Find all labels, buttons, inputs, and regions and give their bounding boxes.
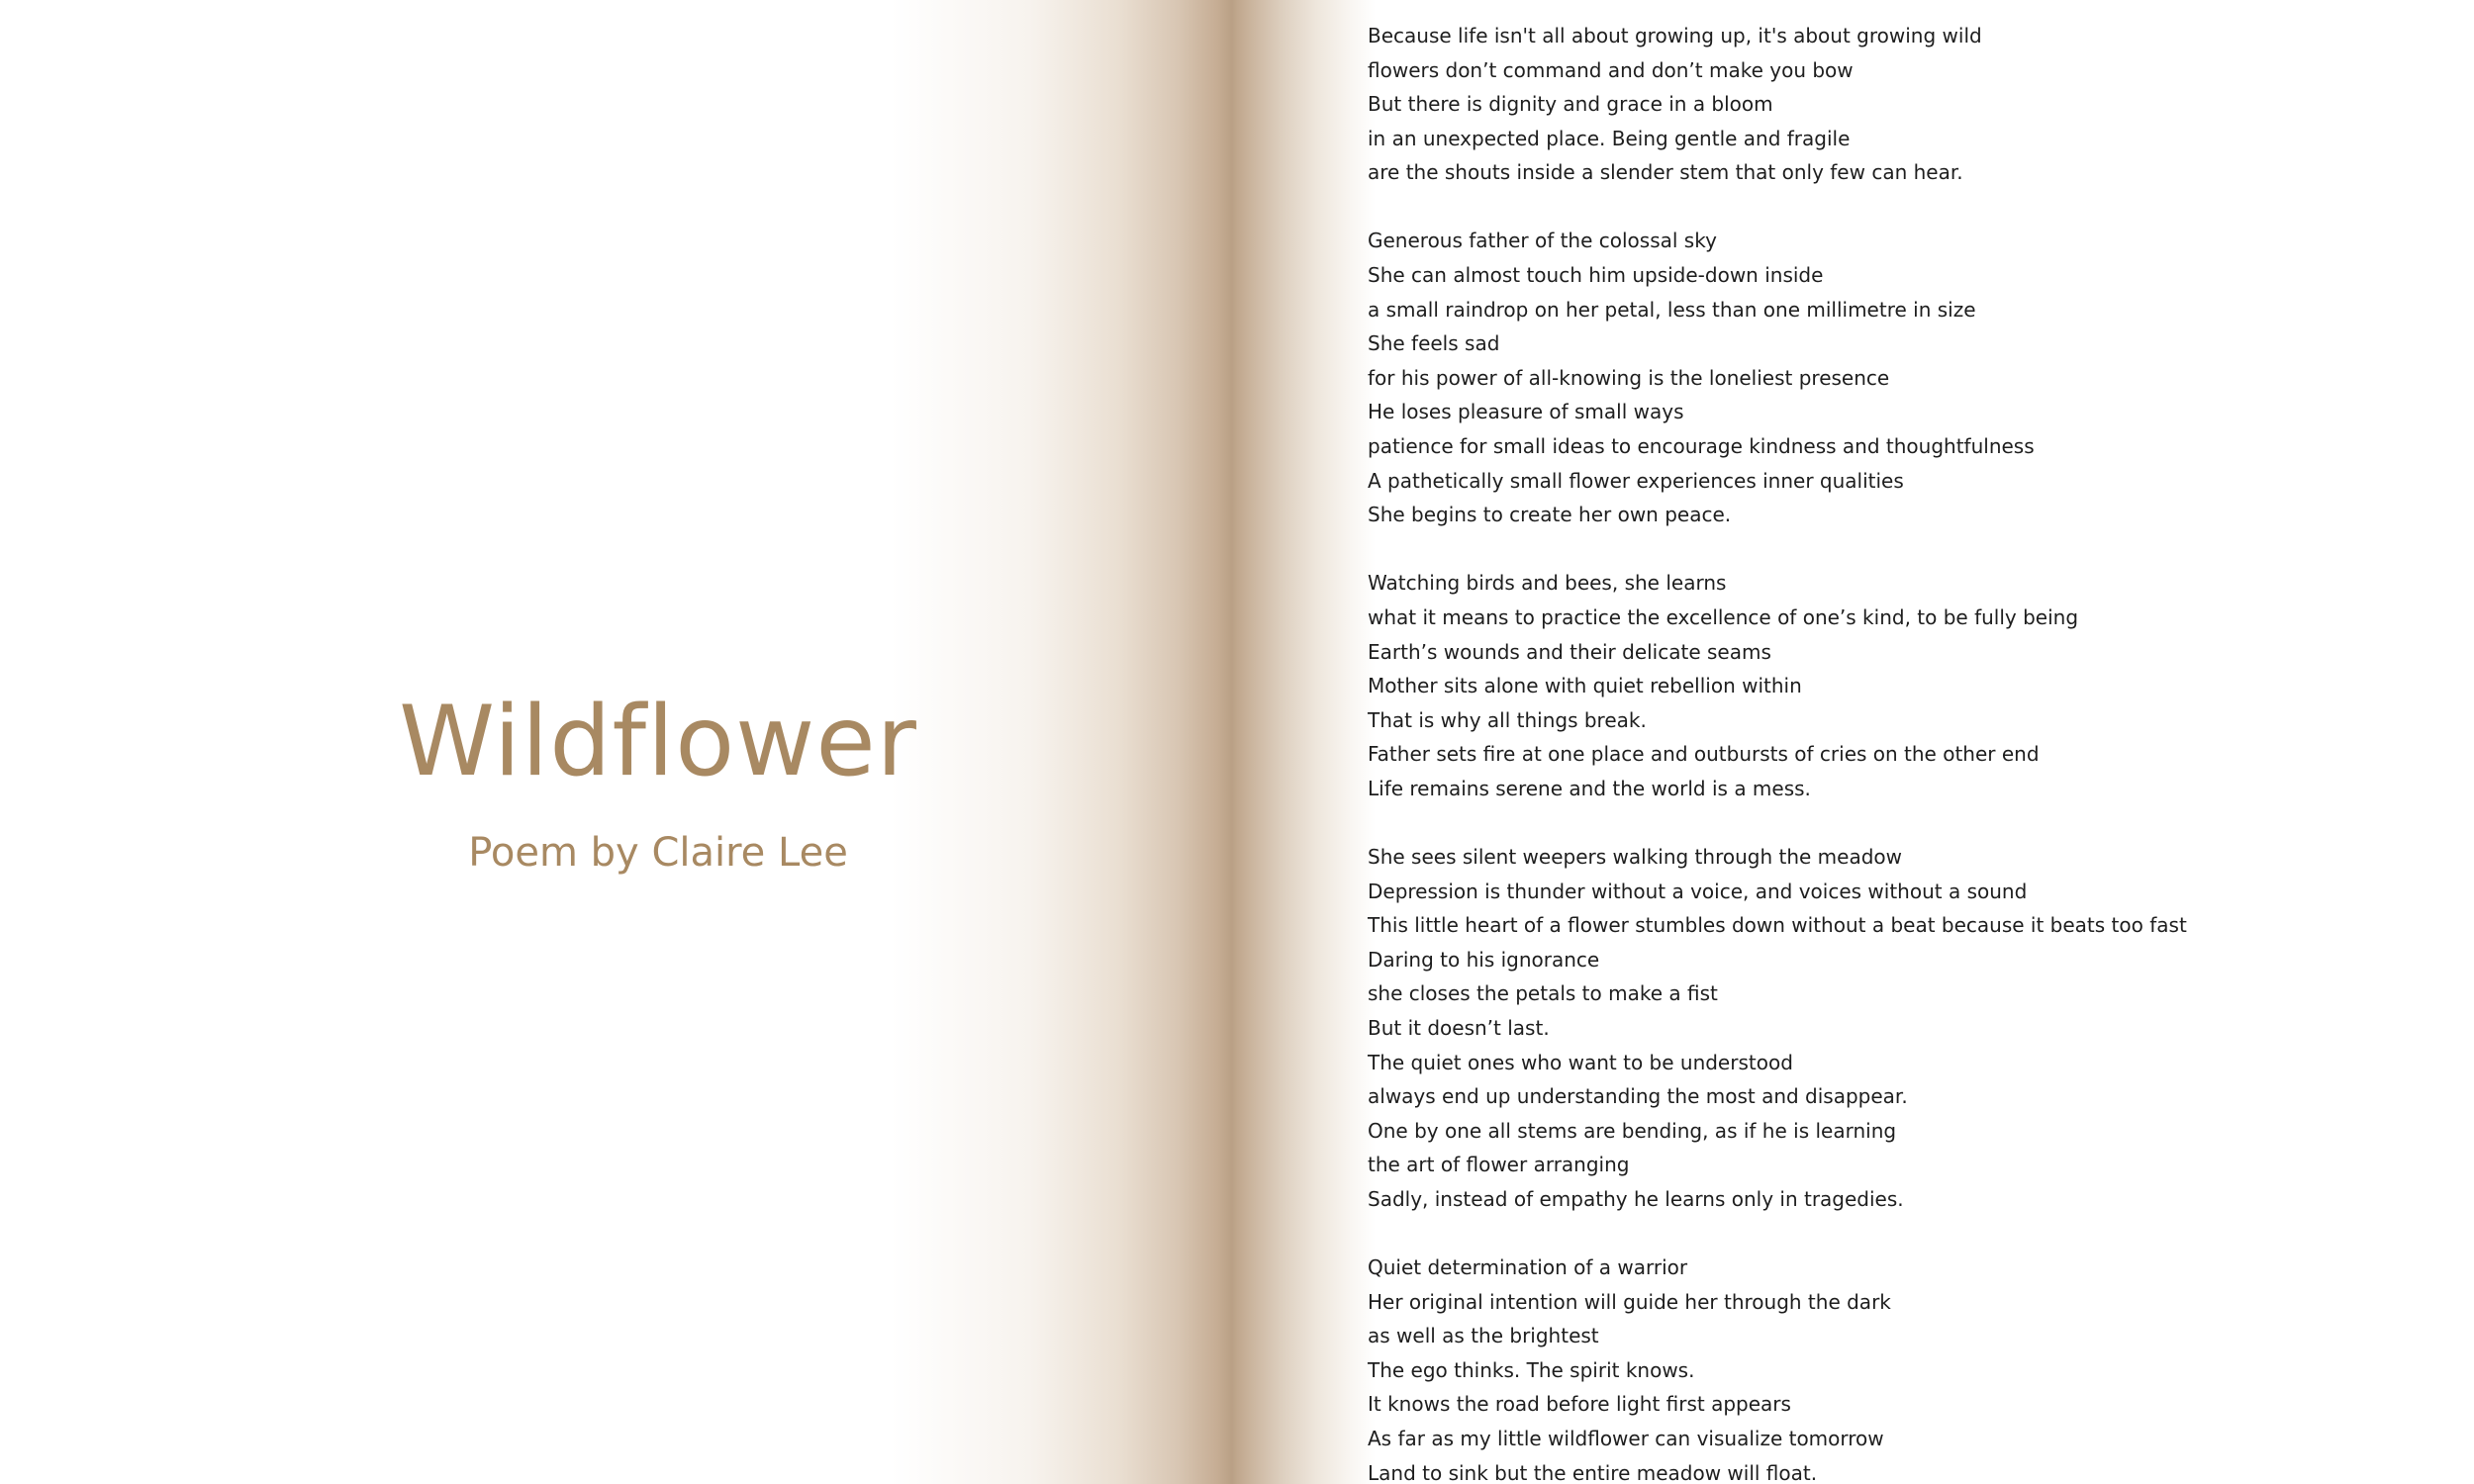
poem-line: in an unexpected place. Being gentle and fragile (1368, 126, 1851, 150)
poem-line: She sees silent weepers walking through the meadow (1368, 844, 1903, 869)
poem-line: She begins to create her own peace. (1368, 503, 1732, 527)
poem-line: She feels sad (1368, 331, 1500, 356)
poem-body (1368, 19, 2436, 1484)
poem-stanza (1368, 224, 2436, 531)
poem-line: A pathetically small flower experiences inner qualities (1368, 468, 1904, 493)
poem-stanza (1368, 840, 2436, 1217)
poem-line: always end up understanding the most and disappear. (1368, 1084, 1908, 1109)
poem-line: for his power of all-knowing is the loneliest presence (1368, 365, 1890, 390)
poem-line: She can almost touch him upside-down inside (1368, 263, 1824, 288)
poem-line: Sadly, instead of empathy he learns only in tragedies. (1368, 1186, 1904, 1211)
poem-line: Her original intention will guide her through the dark (1368, 1289, 1891, 1314)
poem-line: Land to sink but the entire meadow will float. (1368, 1460, 1818, 1484)
poem-line: Watching birds and bees, she learns (1368, 571, 1727, 596)
poem-stanza (1368, 19, 2436, 190)
poem-line: It knows the road before light first appears (1368, 1392, 1791, 1417)
poem-line: the art of flower arranging (1368, 1153, 1630, 1177)
poem-line: The quiet ones who want to be understood (1368, 1050, 1793, 1074)
poem-line: Generous father of the colossal sky (1368, 229, 1717, 253)
poem-line: Depression is thunder without a voice, and voices without a sound (1368, 879, 2028, 903)
poem-line: what it means to practice the excellence of one’s kind, to be fully being (1368, 604, 2079, 629)
poem-line: That is why all things break. (1368, 707, 1647, 732)
poem-line: patience for small ideas to encourage kindness and thoughtfulness (1368, 434, 2035, 459)
poem-stanza (1368, 1251, 2436, 1484)
poem-line: are the shouts inside a slender stem that only few can hear. (1368, 160, 1963, 185)
poem-line: flowers don’t command and don’t make you bow (1368, 57, 1854, 82)
poem-line: a small raindrop on her petal, less than one millimetre in size (1368, 297, 1976, 322)
poem-line: Father sets fire at one place and outbursts of cries on the other end (1368, 742, 2040, 767)
poem-line: Earth’s wounds and their delicate seams (1368, 639, 1771, 664)
poem-author: Poem by Claire Lee (468, 830, 848, 876)
poem-line: Because life isn't all about growing up, it's about growing wild (1368, 24, 1982, 47)
poem-line: Mother sits alone with quiet rebellion within (1368, 674, 1802, 698)
poem-line: Quiet determination of a warrior (1368, 1255, 1688, 1279)
poem-line: The ego thinks. The spirit knows. (1368, 1357, 1695, 1382)
poem-line: she closes the petals to make a fist (1368, 981, 1718, 1006)
poem-line: This little heart of a flower stumbles down without a beat because it beats too fast (1368, 913, 2187, 938)
poem-line: Life remains serene and the world is a mess. (1368, 776, 1811, 800)
title-block (297, 683, 1019, 882)
poem-line: But there is dignity and grace in a bloom (1368, 92, 1773, 117)
poem-line: As far as my little wildflower can visualize tomorrow (1368, 1426, 1884, 1450)
poem-line: He loses pleasure of small ways (1368, 400, 1684, 424)
poem-title: Wildflower (399, 686, 917, 798)
poem-line: But it doesn’t last. (1368, 1015, 1550, 1040)
poem-line: One by one all stems are bending, as if he is learning (1368, 1118, 1897, 1143)
poem-line: Daring to his ignorance (1368, 947, 1600, 972)
poem-stanza (1368, 566, 2436, 805)
poem-line: as well as the brightest (1368, 1324, 1599, 1348)
